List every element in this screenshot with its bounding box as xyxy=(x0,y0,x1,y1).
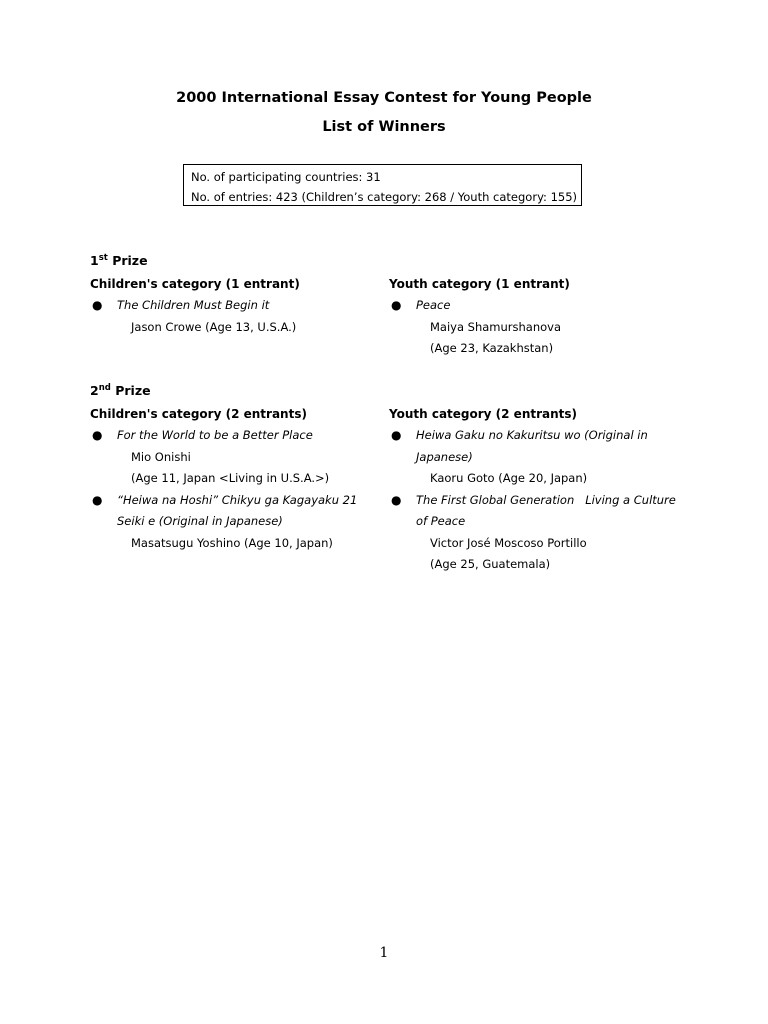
contest-stats-box xyxy=(183,164,582,206)
essay-title: Heiwa Gaku no Kakuritsu wo (Original in Japanese) xyxy=(416,428,648,464)
page-number: 1 xyxy=(379,945,389,961)
category-heading: Children's category (2 entrants) xyxy=(90,407,307,421)
winner-detail: Mio Onishi xyxy=(131,449,191,464)
bullet-icon: ● xyxy=(92,298,103,312)
essay-title: For the World to be a Better Place xyxy=(117,428,313,442)
entries-count: No. of entries: 423 (Children’s category: 268 / Youth category: 155) xyxy=(191,190,578,204)
first-prize-section xyxy=(90,251,710,355)
prize-label: Prize xyxy=(112,253,148,268)
category-heading: Youth category (2 entrants) xyxy=(389,407,578,421)
winner-detail: (Age 25, Guatemala) xyxy=(430,557,551,571)
second-prize-heading xyxy=(90,381,710,404)
category-heading: Youth category (1 entrant) xyxy=(389,277,570,291)
winner-detail: Maiya Shamurshanova xyxy=(430,319,562,334)
prize-ordinal: 1 xyxy=(90,253,99,268)
winner-detail: Masatsugu Yoshino (Age 10, Japan) xyxy=(131,535,333,550)
second-prize-children-column xyxy=(90,404,370,554)
essay-title: The Children Must Begin it xyxy=(117,298,270,312)
winner-detail: (Age 23, Kazakhstan) xyxy=(430,341,554,355)
winner-entry xyxy=(389,425,689,490)
winner-detail: Jason Crowe (Age 13, U.S.A.) xyxy=(131,319,297,334)
essay-title: The First Global Generation Living a Culture of Peace xyxy=(416,492,676,528)
winner-detail: (Age 11, Japan <Living in U.S.A.>) xyxy=(131,471,330,485)
winner-entry xyxy=(90,295,370,338)
second-prize-section xyxy=(90,381,710,571)
bullet-icon: ● xyxy=(391,298,402,312)
winner-detail: Victor José Moscoso Portillo xyxy=(430,535,587,550)
prize-ordinal-suffix: nd xyxy=(98,383,111,393)
prize-ordinal: 2 xyxy=(90,383,99,398)
participating-countries-count: No. of participating countries: 31 xyxy=(191,170,381,184)
winner-entry xyxy=(90,425,370,490)
document-title: 2000 International Essay Contest for Young People xyxy=(176,90,592,106)
bullet-icon: ● xyxy=(391,428,402,442)
first-prize-heading xyxy=(90,251,710,274)
prize-ordinal-suffix: st xyxy=(98,253,108,263)
first-prize-children-column xyxy=(90,274,370,338)
category-heading: Children's category (1 entrant) xyxy=(90,277,300,291)
winner-detail: Kaoru Goto (Age 20, Japan) xyxy=(430,471,588,485)
document-subtitle: List of Winners xyxy=(322,119,446,135)
bullet-icon: ● xyxy=(92,492,103,507)
prize-label: Prize xyxy=(115,383,151,398)
winner-entry xyxy=(90,490,370,555)
bullet-icon: ● xyxy=(92,428,103,442)
essay-title: “Heiwa na Hoshi” Chikyu ga Kagayaku 21 Seiki e (Original in Japanese) xyxy=(117,492,358,528)
essay-title: Peace xyxy=(416,298,451,312)
winner-entry xyxy=(389,295,689,360)
second-prize-youth-column xyxy=(389,404,689,576)
first-prize-youth-column xyxy=(389,274,689,360)
bullet-icon: ● xyxy=(391,492,402,507)
winner-entry xyxy=(389,490,689,576)
